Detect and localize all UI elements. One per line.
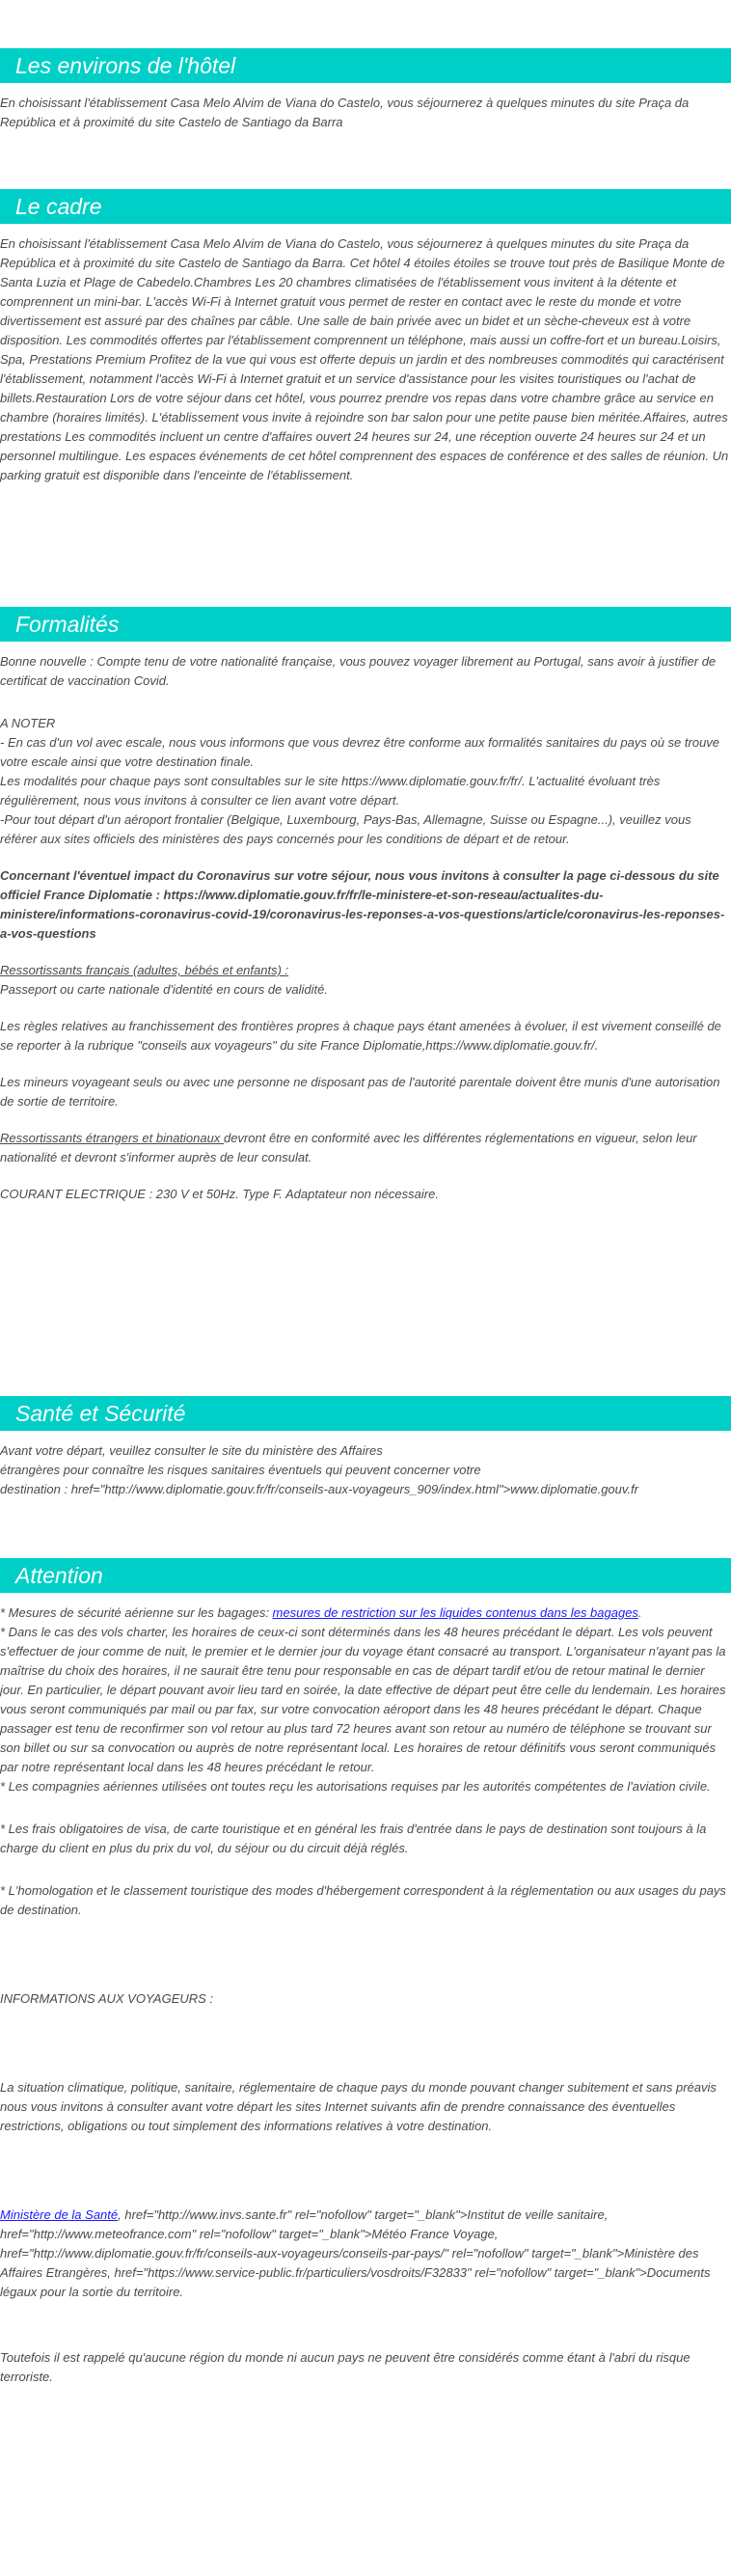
environs-text [0,94,731,132]
charter-flights: * Dans le cas des vols charter, les horaires de ceux-ci sont déterminés dans les 48 heures précédant le départ. Les vols peuvent s'effectuer de jour comme de nuit, le premier et le dernier jour du voyage étant consacré au transport. L'organisateur n'ayant pas la maîtrise du choix des horaires, il ne saurait être tenu pour responsable en cas de départ tardif et/ou de retour matinal le dernier jour. En particulier, le départ pouvant avoir lieu tard en soirée, la date effective de départ peut être celle du lendemain. Les horaires vous seront communiqués par mail ou par fax, sur votre convocation aéroport dans les 48 heures précédant le départ. Chaque passager est tenu de reconfirmer son vol retour au plus tard 72 heures avant son retour au numéro de téléphone se trouvant sur son billet ou sur sa convocation ou auprès de notre représentant local. Les horaires de retour définitifs vous seront communiqués par notre représentant local dans les 48 heures précédant le retour. [0,1625,726,1774]
sante-line: destination : href="http://www.diplomatie.gouv.fr/fr/conseils-aux-voyageurs_909/index.html">www.diplomatie.gouv.fr [0,1482,638,1496]
formalites-text [0,652,731,1204]
environs-paragraph: En choisissant l'établissement Casa Melo Alvim de Viana do Castelo, vous séjournerez à quelques minutes du site Praça da República et à proximité du site Castelo de Santiago da Barra [0,96,690,129]
baggage-security-label: * Mesures de sécurité aérienne sur les bagages: [0,1605,273,1620]
health-ministry-link[interactable]: Ministère de la Santé [0,2207,119,2222]
section-title-sante: Santé et Sécurité [0,1396,731,1431]
airlines-authorization: * Les compagnies aériennes utilisées ont toutes reçu les autorisations requises par les autorités compétentes de l'aviation civile. [0,1779,711,1794]
covid-notice: Concernant l'éventuel impact du Coronavirus sur votre séjour, nous vous invitons à consulter la page ci-dessous du site officiel France Diplomatie : https://www.diplomatie.gouv.fr/fr/le-ministere-et-son-reseau/actualites-du-ministere/informations-coronavirus-covid-19/coronavirus-les-reponses-a-vos-questions/article/coronavirus-les-reponses-a-vos-questions [0,868,725,941]
sante-line: étrangères pour connaître les risques sanitaires éventuels qui peuvent concerner votre [0,1463,481,1477]
minors-notice: Les mineurs voyageant seuls ou avec une personne ne disposant pas de l'autorité parentale doivent être munis d'une autorisation de sortie de territoire. [0,1075,720,1109]
a-noter-item: - En cas d'un vol avec escale, nous vous informons que vous devrez être conforme aux formalités sanitaires du pays où se trouve votre escale ainsi que votre destination finale. [0,735,720,769]
situation-advice: nous vous invitons à consulter avant votre départ les sites Internet suivants afin de prendre connaissance des éventuelles restrictions, obligations ou tout simplement des informations relatives à votre destination. [0,2099,676,2133]
baggage-security-end: . [637,1605,642,1620]
section-title-formalites: Formalités [0,607,731,642]
a-noter-item: -Pour tout départ d'un aéroport frontalier (Belgique, Luxembourg, Pays-Bas, Allemagne, Suisse ou Espagne...), veuillez vous référer aux sites officiels des ministères des pays concernés pour les conditions de départ et de retour. [0,812,691,846]
useful-links-text: , href="http://www.invs.sante.fr" rel="nofollow" target="_blank">Institut de veille sanitaire, href="http://www.meteofrance.com" rel="nofollow" target="_blank">Météo France Voyage, href="http://www.diplomatie.gouv.fr/fr/conseils-aux-voyageurs/conseils-par-pays/" rel="nofollow" target="_blank">Ministère des Affaires Etrangères, href="https://www.service-public.fr/particuliers/vosdroits/F32833" rel="nofollow" target="_blank">Documents légaux pour la sortie du territoire. [0,2207,711,2299]
liquids-restriction-link[interactable]: mesures de restriction sur les liquides contenus dans les bagages [272,1605,638,1620]
baggage-security [0,1603,729,1623]
electric-current: COURANT ELECTRIQUE : 230 V et 50Hz. Type F. Adaptateur non nécessaire. [0,1187,439,1201]
section-title-cadre: Le cadre [0,189,731,224]
section-title-attention: Attention [0,1558,731,1593]
a-noter-item: Les modalités pour chaque pays sont consultables sur le site https://www.diplomatie.gouv.fr/fr/. L'actualité évoluant très régulièrement, nous vous invitons à consulter ce lien avant votre départ. [0,774,661,808]
traveller-info-heading: INFORMATIONS AUX VOYAGEURS : [0,1991,214,2006]
foreign-nationals-text: devront être en conformité avec les différentes réglementations en vigueur, selon leur nationalité et devront s'informer auprès de leur consulat. [0,1131,697,1165]
visa-fees: * Les frais obligatoires de visa, de carte touristique et en général les frais d'entrée dans le pays de destination sont toujours à la charge du client en plus du prix du vol, du séjour ou du circuit déjà réglés. [0,1822,707,1855]
cadre-text [0,234,731,485]
sante-line: Avant votre départ, veuillez consulter le site du ministère des Affaires [0,1443,383,1458]
formalites-intro: Bonne nouvelle : Compte tenu de votre nationalité française, vous pouvez voyager librement au Portugal, sans avoir à justifier de certificat de vaccination Covid. [0,654,717,688]
foreign-nationals [0,1129,729,1167]
border-rules: Les règles relatives au franchissement des frontières propres à chaque pays étant amenées à évoluer, il est vivement conseillé de se reporter à la rubrique "conseils aux voyageurs" du site France Diplomatie,https://www.diplomatie.gouv.fr/. [0,1019,721,1053]
french-nationals-heading: Ressortissants français (adultes, bébés et enfants) : [0,963,289,977]
accommodation-rating: * L'homologation et le classement touristique des modes d'hébergement correspondent à la réglementation ou aux usages du pays de destination. [0,1883,726,1917]
cadre-paragraph: En choisissant l'établissement Casa Melo Alvim de Viana do Castelo, vous séjournerez à quelques minutes du site Praça da República et à proximité du site Castelo de Santiago da Barra. Cet hôtel 4 étoiles étoiles se trouve tout près de Basilique Monte de Santa Luzia et Plage de Cabedelo.Chambres Les 20 chambres climatisées de l'établissement vous invitent à la détente et comprennent un mini-bar. L'accès Wi-Fi à Internet gratuit vous permet de rester en contact avec le reste du monde et votre divertissement est assuré par des chaînes par câble. Une salle de bain privée avec un bidet et un sèche-cheveux est à votre disposition. Les commodités offertes par l'établissement comprennent un téléphone, mais aussi un coffre-fort et un bureau.Loisirs, Spa, Prestations Premium Profitez de la vue qui vous est offerte depuis un jardin et des nombreuses commodités qui caractérisent l'établissement, notamment l'accès Wi-Fi à Internet gratuit et un service d'assistance pour les visites touristiques ou l'achat de billets.Restauration Lors de votre séjour dans cet hôtel, vous pourrez prendre vos repas dans votre chambre grâce au service en chambre (horaires limités). L'établissement vous invite à rejoindre son bar salon pour une petite pause bien méritée.Affaires, autres prestations Les commodités incluent un centre d'affaires ouvert 24 heures sur 24, une réception ouverte 24 heures sur 24 et un personnel multilingue. Les espaces événements de cet hôtel comprennent des espaces de conférence et des salles de réunion. Un parking gratuit est disponible dans l'enceinte de l'établissement. [0,236,729,482]
foreign-nationals-heading: Ressortissants étrangers et binationaux [0,1131,224,1145]
situation-warning: La situation climatique, politique, sanitaire, réglementaire de chaque pays du monde pouvant changer subitement et sans préavis [0,2080,717,2095]
attention-text [0,1603,731,2387]
french-nationals-documents: Passeport ou carte nationale d'identité en cours de validité. [0,982,328,997]
useful-links [0,2206,729,2302]
a-noter-heading: A NOTER [0,716,56,730]
section-title-environs: Les environs de l'hôtel [0,48,731,83]
sante-text [0,1441,731,1499]
terrorism-warning: Toutefois il est rappelé qu'aucune région du monde ni aucun pays ne peuvent être considérés comme étant à l'abri du risque terroriste. [0,2350,690,2384]
